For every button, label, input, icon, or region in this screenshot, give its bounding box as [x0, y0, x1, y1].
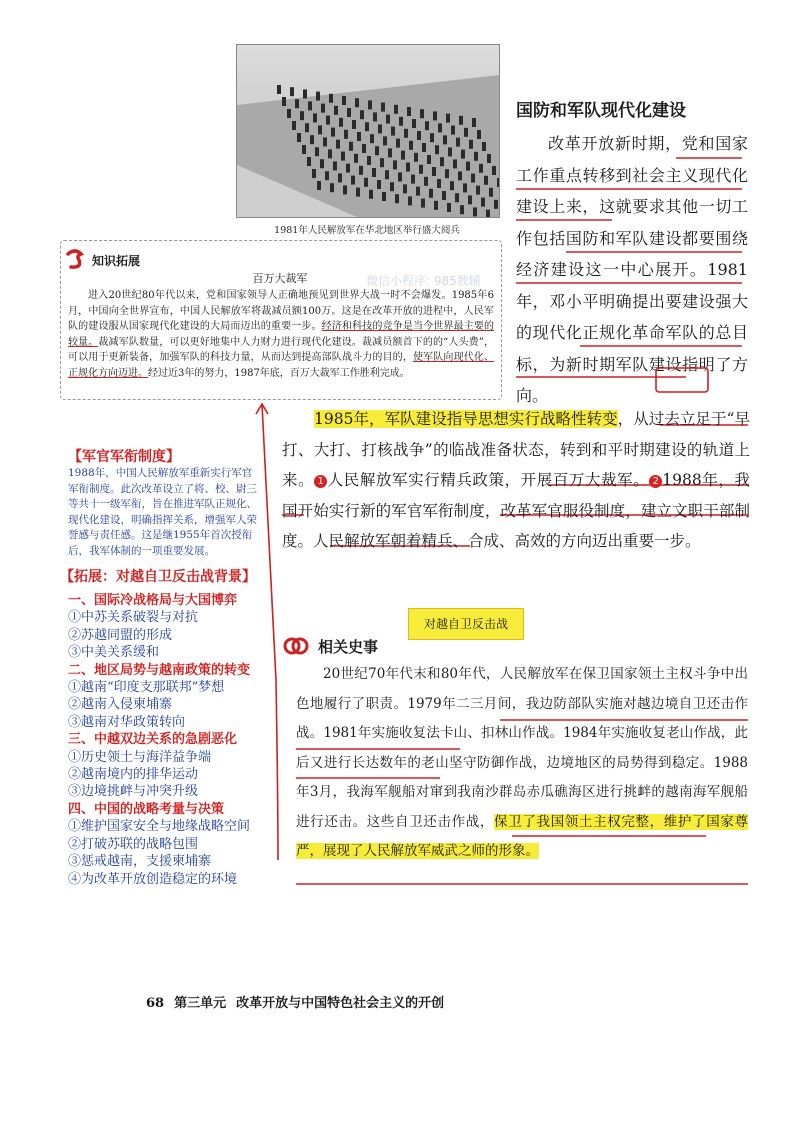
rank-system-body: 1988年，中国人民解放军重新实行军官军衔制度。此次改革设立了将、校、尉三等共十一级军衔，旨在推进军队正规化、现代化建设，明确指挥关系，增强军人荣誉感与责任感。这是继1955年首次授衔后，我军体制的一项重要发展。 — [68, 467, 257, 557]
war-list-item: ③越南对华政策转向 — [68, 714, 186, 730]
related-history-heading: 相关史事 — [318, 638, 379, 656]
war-list-heading: 四、中国的战略考量与决策 — [68, 801, 225, 817]
section-body: 改革开放新时期，党和国家工作重点转移到社会主义现代化建设上来，这就要求其他一切工作包括国防和军队建设都要围绕经济建设这一中心展开。1981年，邓小平明确提出要建设强大的现代化正规化革命军队的总目标，为新时期军队建设指明了方向。 — [516, 134, 748, 405]
war-list-item: ①越南“印度支那联邦”梦想 — [68, 680, 225, 696]
main-paragraph: 1985年，军队建设指导思想实行战略性转变，从过去立足于“早打、大打、打核战争”的临战准备状态，转到和平时期建设的轨道上来。 1 人民解放军实行精兵政策，开展百万大裁军。 2 1988年，我国开始实行新的军官军衔制度，改革军官服役制度，建立文职干部制度。人民解放军朝着精兵、合成、高效的方向迈出重要一步。 — [282, 410, 750, 550]
knowledge-body: 进入20世纪80年代以来，党和国家领导人正确地预见到世界大战一时不会爆发。1985年6月，中国向全世界宣布，中国人民解放军将裁减员额100万。这是在改革开放的进程中，人民军队的建设服从国家现代化建设的大局而迈出的重要一步。经济和科技的竞争是当今世界最主要的较量。裁减军队数量，可以更好地集中人力财力进行现代化建设。裁减员额首下的的“人头费”，可以用于更新装备，加强军队的科技力量，从而达到提高部队战斗力的目的，使军队向现代化、正规化方向迈进。经过近3年的努力，1987年底，百万大裁军工作胜利完成。 — [68, 290, 495, 379]
war-list-heading: 三、中越双边关系的急剧恶化 — [68, 732, 238, 748]
war-list-heading: 二、地区局势与越南政策的转变 — [68, 662, 251, 678]
related-history-body: 20世纪70年代末和80年代，人民解放军在保卫国家领土主权斗争中出色地履行了职责。1979年二三月间，我边防部队实施对越边境自卫还击作战。1981年实施收复法卡山、扣林山作战。1984年实施收复老山作战，此后又进行长达数年的老山坚守防御作战，边境地区的局势得到稳定。1988年3月，我海军舰船对窜到我南沙群岛赤瓜礁海区进行挑衅的越南海军舰船进行还击。这些自卫还击作战，保卫了我国领土主权完整，维护了国家尊严，展现了人民解放军威武之师的形象。 — [296, 666, 749, 859]
knowledge-heading: 知识拓展 — [92, 254, 141, 268]
section-title: 国防和军队现代化建设 — [516, 101, 686, 121]
page-number: 68 — [146, 996, 165, 1011]
unit-title: 改革开放与中国特色社会主义的开创 — [236, 996, 445, 1011]
war-list-item: ②越南境内的排华运动 — [68, 767, 199, 783]
related-history-icon — [282, 632, 310, 660]
war-list-item: ②打破苏联的战略包围 — [68, 836, 199, 852]
war-list-item: ④为改革开放创造稳定的环境 — [68, 871, 238, 887]
knowledge-title: 百万大裁军 — [252, 272, 308, 285]
war-list-item: ③惩戒越南，支援柬埔寨 — [68, 854, 212, 870]
war-list-item: ①历史领土与海洋益争端 — [68, 749, 212, 765]
war-tag-label: 对越自卫反击战 — [408, 608, 524, 640]
war-list-item: ③中美关系缓和 — [68, 645, 160, 661]
note-marker-1: 1 — [314, 475, 327, 488]
photo-caption: 1981年人民解放军在华北地区举行盛大阅兵 — [274, 225, 460, 236]
war-list-item: ①中苏关系破裂与对抗 — [68, 610, 199, 626]
war-list-item: ②越南入侵柬埔寨 — [68, 697, 173, 713]
watermark: 微信小程序: 985教辅 — [366, 274, 481, 288]
war-list-item: ③边境挑衅与冲突升级 — [68, 784, 199, 800]
war-background-list — [68, 592, 278, 888]
unit-label: 第三单元 — [174, 996, 227, 1011]
note-marker-2: 2 — [649, 475, 662, 488]
war-list-item: ②苏越同盟的形成 — [68, 627, 173, 643]
page-footer — [146, 992, 454, 1011]
rank-system-title: 【军官军衔制度】 — [68, 449, 180, 465]
war-background-title: 【拓展：对越自卫反击战背景】 — [60, 569, 256, 585]
war-list-item: ①维护国家安全与地缘战略空间 — [68, 819, 251, 835]
war-list-heading: 一、国际冷战格局与大国博弈 — [68, 593, 238, 608]
